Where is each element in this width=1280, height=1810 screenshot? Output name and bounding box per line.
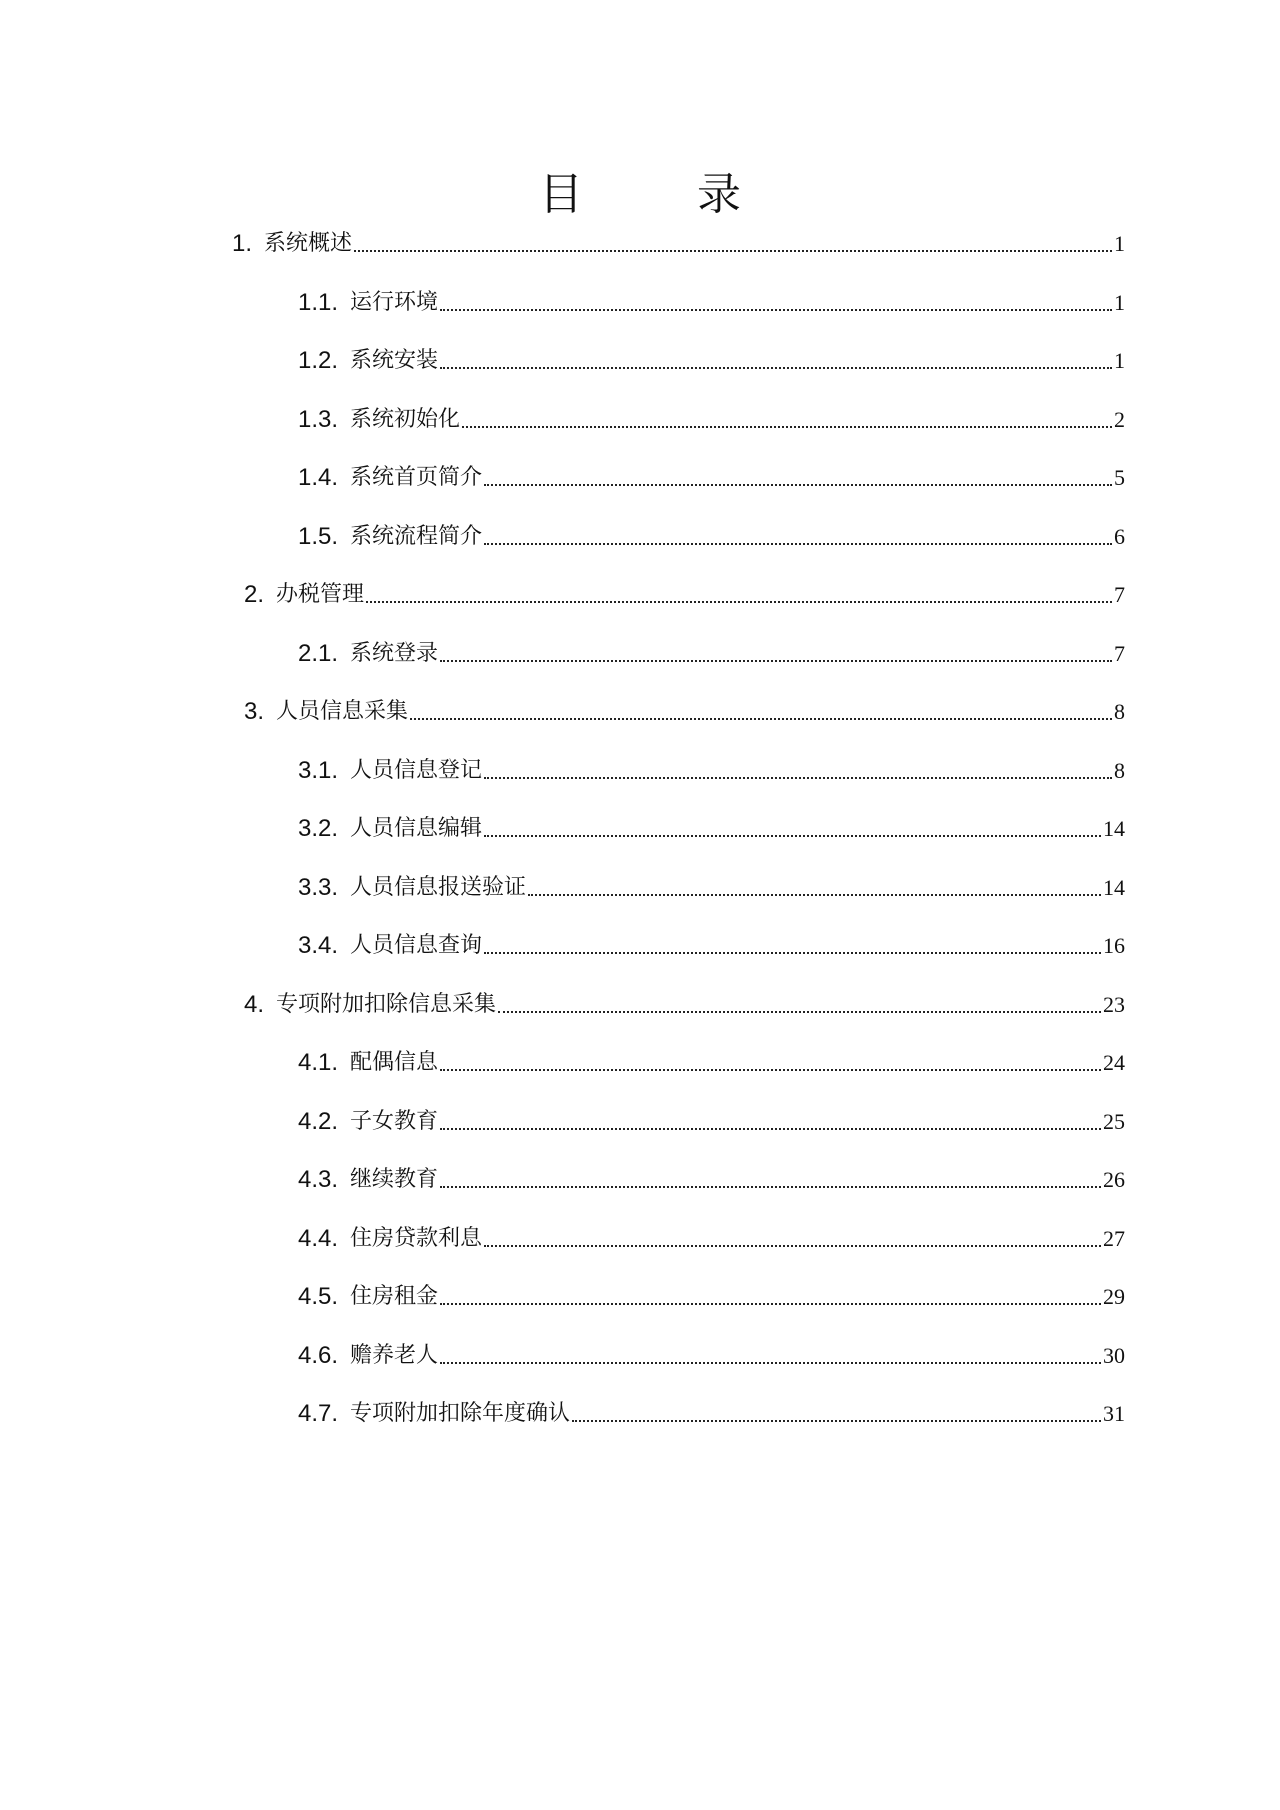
toc-entry-number: 4.7. (298, 1400, 339, 1427)
toc-entry-number: 1. (232, 230, 253, 257)
toc-entry[interactable] (244, 573, 1125, 609)
toc-entry-label: 系统流程简介 (350, 523, 483, 549)
toc-entry-page-number: 5 (1114, 465, 1125, 490)
toc-entry-page-number: 14 (1103, 816, 1125, 841)
toc-entry-number: 4.6. (298, 1341, 339, 1369)
toc-entry[interactable] (244, 690, 1125, 726)
toc-entry-page-number: 31 (1103, 1401, 1125, 1426)
toc-entry-label: 人员信息编辑 (350, 816, 483, 841)
toc-entry-number: 4.4. (298, 1224, 339, 1252)
toc-entry[interactable] (298, 398, 1125, 434)
toc-entry-number: 3.1. (298, 756, 339, 784)
toc-entry-number: 1.1. (298, 288, 339, 316)
toc-entry-label: 专项附加扣除信息采集 (276, 991, 497, 1017)
toc-dot-leader (484, 1245, 1101, 1247)
toc-entry-label: 配偶信息 (350, 1050, 439, 1075)
toc-entry-label: 人员信息查询 (350, 933, 483, 958)
toc-dot-leader (440, 1186, 1101, 1188)
toc-entry-page-number: 8 (1114, 757, 1125, 783)
toc-dot-leader (484, 835, 1101, 837)
toc-entry-label: 人员信息报送验证 (350, 874, 527, 900)
toc-entry-number: 3. (244, 698, 265, 725)
toc-dot-leader (484, 543, 1112, 545)
toc-entry[interactable] (298, 339, 1125, 375)
toc-entry-label: 办税管理 (276, 582, 365, 607)
toc-entry-number: 3.2. (298, 815, 339, 842)
toc-entry[interactable] (298, 1392, 1125, 1428)
page-title: 目 录 (539, 169, 791, 220)
toc-entry-page-number: 23 (1103, 991, 1125, 1017)
toc-dot-leader (528, 894, 1101, 896)
toc-entry-page-number: 1 (1114, 289, 1125, 315)
toc-entry[interactable] (298, 866, 1125, 902)
toc-entry-number: 4.5. (298, 1283, 339, 1310)
toc-entry-label: 系统初始化 (350, 406, 461, 432)
toc-dot-leader (572, 1420, 1101, 1422)
toc-entry-label: 继续教育 (350, 1167, 439, 1192)
toc-entry[interactable] (298, 1217, 1125, 1253)
toc-entry-page-number: 1 (1114, 231, 1125, 256)
toc-entry[interactable] (298, 749, 1125, 785)
toc-entry-number: 1.2. (298, 347, 339, 374)
toc-dot-leader (440, 1362, 1101, 1364)
toc-entry-label: 子女教育 (350, 1108, 439, 1134)
toc-entry-page-number: 2 (1114, 406, 1125, 432)
toc-entry-page-number: 16 (1103, 933, 1125, 958)
toc-entry-number: 3.3. (298, 873, 339, 901)
toc-entry-number: 2. (244, 581, 265, 608)
toc-entry-page-number: 25 (1103, 1108, 1125, 1134)
toc-entry[interactable] (298, 1100, 1125, 1136)
toc-dot-leader (440, 367, 1112, 369)
toc-entry-number: 4. (244, 990, 265, 1018)
toc-entry-label: 住房贷款利息 (350, 1225, 483, 1251)
toc-entry-number: 1.5. (298, 522, 339, 550)
toc-entry-page-number: 26 (1103, 1167, 1125, 1192)
toc-entry[interactable] (244, 983, 1125, 1019)
toc-dot-leader (440, 660, 1112, 662)
toc-entry-page-number: 7 (1114, 640, 1125, 666)
toc-entry-number: 4.3. (298, 1166, 339, 1193)
toc-entry-label: 系统首页简介 (350, 465, 483, 490)
toc-entry-label: 运行环境 (350, 289, 439, 315)
toc-entry-label: 系统安装 (350, 348, 439, 373)
toc-entry[interactable] (298, 807, 1125, 843)
toc-entry[interactable] (298, 1158, 1125, 1194)
toc-entry-label: 人员信息登记 (350, 757, 483, 783)
toc-entry-label: 系统登录 (350, 640, 439, 666)
toc-entry[interactable] (298, 1041, 1125, 1077)
toc-entry-page-number: 6 (1114, 523, 1125, 549)
toc-entry[interactable] (298, 924, 1125, 960)
toc-entry-label: 住房租金 (350, 1284, 439, 1309)
toc-entry[interactable] (298, 1275, 1125, 1311)
toc-entry-number: 4.2. (298, 1107, 339, 1135)
toc-dot-leader (484, 777, 1112, 779)
toc-dot-leader (440, 1069, 1101, 1071)
toc-entry-number: 3.4. (298, 932, 339, 959)
toc-entry-page-number: 30 (1103, 1342, 1125, 1368)
toc-entry-label: 人员信息采集 (276, 699, 409, 724)
toc-dot-leader (366, 601, 1112, 603)
toc-dot-leader (484, 952, 1101, 954)
toc-entry[interactable] (298, 515, 1125, 551)
toc-entry-page-number: 29 (1103, 1284, 1125, 1309)
toc-dot-leader (440, 1128, 1101, 1130)
toc-entry-page-number: 24 (1103, 1050, 1125, 1075)
toc-entry-label: 赡养老人 (350, 1342, 439, 1368)
toc-dot-leader (498, 1011, 1101, 1013)
toc-entry-number: 1.3. (298, 405, 339, 433)
toc-entry[interactable] (298, 281, 1125, 317)
toc-entry-number: 1.4. (298, 464, 339, 491)
toc-dot-leader (354, 250, 1112, 252)
toc-entry[interactable] (298, 632, 1125, 668)
toc-entry-page-number: 1 (1114, 348, 1125, 373)
toc-dot-leader (440, 1303, 1101, 1305)
toc-entry-page-number: 7 (1114, 582, 1125, 607)
toc-entry-page-number: 8 (1114, 699, 1125, 724)
toc-entry[interactable] (298, 456, 1125, 492)
toc-dot-leader (440, 309, 1112, 311)
toc-entry-label: 系统概述 (264, 231, 353, 256)
toc-entry-label: 专项附加扣除年度确认 (350, 1401, 571, 1426)
toc-entry[interactable] (232, 222, 1125, 258)
toc-dot-leader (484, 484, 1112, 486)
toc-entry[interactable] (298, 1334, 1125, 1370)
toc-entry-number: 2.1. (298, 639, 339, 667)
toc-dot-leader (462, 426, 1112, 428)
toc-entry-number: 4.1. (298, 1049, 339, 1076)
toc-entry-page-number: 27 (1103, 1225, 1125, 1251)
toc-entry-page-number: 14 (1103, 874, 1125, 900)
toc-dot-leader (410, 718, 1112, 720)
